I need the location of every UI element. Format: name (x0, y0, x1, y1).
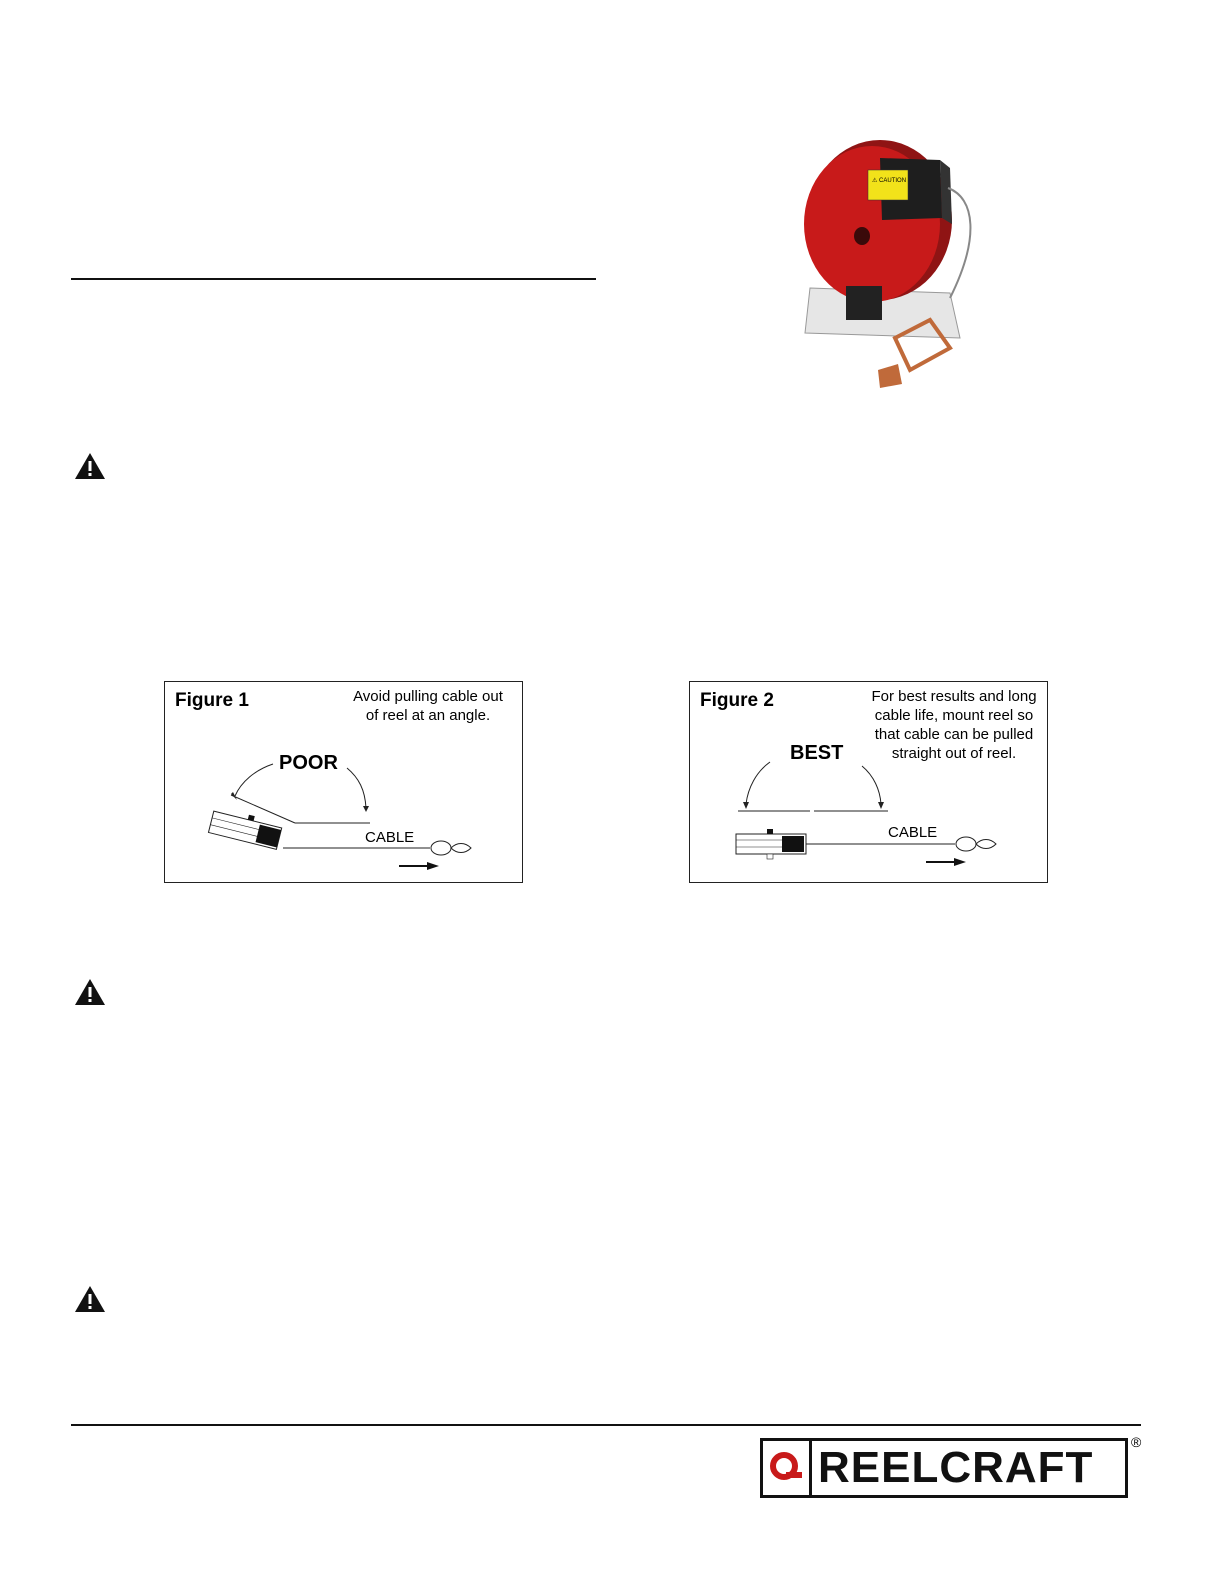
best-angle-diagram (690, 682, 1049, 884)
figure-label-best: BEST (790, 742, 844, 764)
caption-line: that cable can be pulled (874, 726, 1034, 743)
registered-mark: ® (1131, 1434, 1142, 1450)
arrow-right-icon (926, 858, 966, 866)
brand-name: REELCRAFT (818, 1443, 1094, 1492)
figure-title: Figure 2 (700, 690, 774, 711)
poor-angle-diagram (165, 682, 524, 884)
hand-icon (431, 841, 471, 855)
caption-line: For best results and long (871, 688, 1037, 705)
caption-line: straight out of reel. (891, 745, 1017, 762)
warning-icon (74, 1285, 106, 1313)
warning-icon (74, 978, 106, 1006)
caption-line: cable life, mount reel so (874, 707, 1034, 724)
reelcraft-logo-icon (763, 1441, 812, 1495)
warning-icon (74, 452, 106, 480)
cable-label: CABLE (888, 824, 938, 841)
arrow-right-icon (399, 862, 439, 870)
hand-icon (956, 837, 996, 851)
reelcraft-logo (760, 1438, 1128, 1498)
caption-line: Avoid pulling cable out (353, 688, 503, 705)
figure-label-poor: POOR (279, 752, 338, 774)
caution-label: ⚠ CAUTION (872, 178, 907, 184)
footer-rule (71, 1424, 1141, 1426)
cable-reel-product-image (800, 138, 1020, 390)
cable-label: CABLE (365, 829, 415, 846)
figure-title: Figure 1 (175, 690, 249, 711)
figure-1 (164, 681, 523, 883)
figure-2 (689, 681, 1048, 883)
header-rule (71, 278, 596, 280)
caption-line: of reel at an angle. (365, 707, 491, 724)
